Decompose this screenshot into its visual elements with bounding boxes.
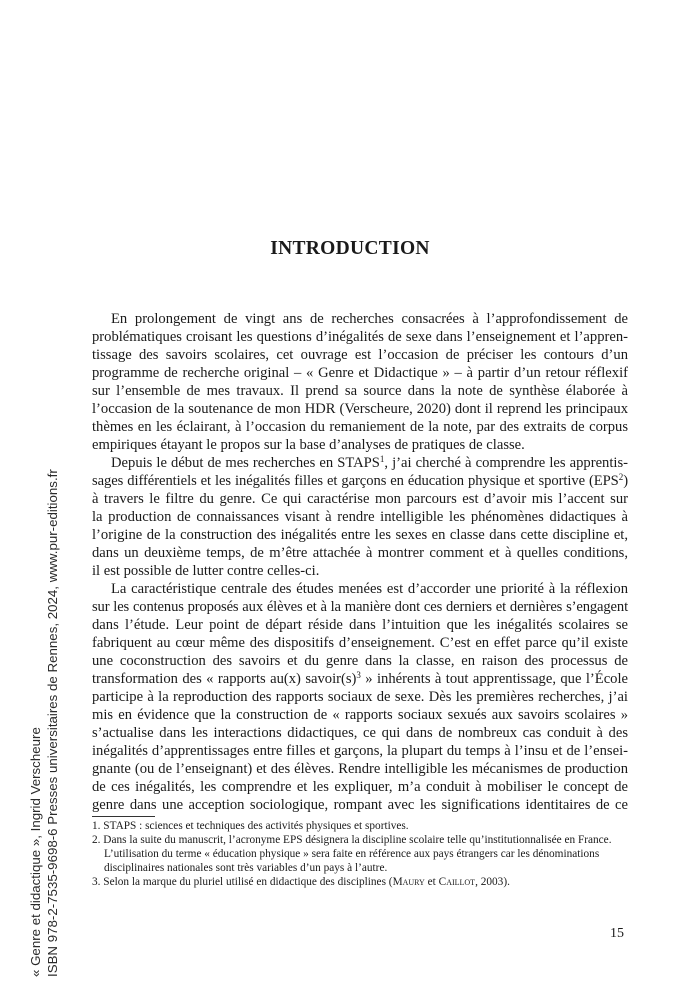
footnote-2-continued: L’utilisation du terme « éducation physique » sera faite en référence aux pays étrangers car les dénominations [104, 848, 600, 860]
paragraph-line: sur les contenus proposés aux élèves et à la manière dont ces derniers et dernières s’engagent [92, 599, 628, 615]
paragraph-line: genre dans une acception sociologique, rompant avec les significations identitaires de ce [92, 797, 628, 813]
body-text [92, 310, 628, 814]
paragraph-line: mis en évidence que la construction de « rapports sociaux sexués aux savoirs scolaires » [92, 707, 628, 723]
side-copyright-note [27, 469, 61, 977]
footnotes [92, 819, 628, 889]
paragraph-line: à travers le filtre du genre. Ce qui caractérise mon parcours est d’avoir mis l’accent sur [92, 491, 628, 507]
paragraph-line: il est possible de lutter contre celles-ci. [92, 563, 320, 579]
paragraph-line: s’actualise dans les interactions didactiques, ce qui dans de nombreux cas conduit à des [92, 725, 628, 741]
footnote-ref: 1 [379, 454, 385, 464]
paragraph-line: fabriquent au cœur même des dispositifs d’enseignement. C’est en effet parce qu’il existe [92, 635, 628, 651]
paragraph-line: tissage des savoirs scolaires, cet ouvrage est l’occasion de préciser les contours d’un [92, 347, 628, 363]
paragraph-line: problématiques croisant les questions d’inégalités de sexe dans l’enseignement et l’appren- [92, 329, 628, 345]
paragraph-line: la production de connaissances visant à rendre intelligible les phénomènes didactiques à [92, 509, 628, 525]
paragraph-line: empiriques étayant le propos sur la base d’analyses de pratiques de classe. [92, 437, 525, 453]
paragraph-line: sur l’ensemble de mes travaux. Il prend sa source dans la note de synthèse élaborée à [92, 383, 628, 399]
citation-author: Maury [392, 876, 425, 888]
footnote-3: 3. Selon la marque du pluriel utilisé en didactique des disciplines (Maury et Caillot, 2003). [92, 876, 510, 888]
page-number: 15 [610, 926, 624, 941]
paragraph-line: de ces inégalités, les comprendre et les expliquer, m’a conduit à mobiliser le concept de [92, 779, 628, 795]
paragraph-line: l’occasion de la soutenance de mon HDR (Verscheure, 2020) dont il reprend les principaux [92, 401, 628, 417]
paragraph-line: thèmes en les éclairant, à l’occasion du remaniement de la note, par des extraits de corpus [92, 419, 628, 435]
side-note-title: « Genre et didactique », Ingrid Verscheure [28, 727, 43, 977]
paragraph-line: gnante (ou de l’enseignant) et des élèves. Rendre intelligible les mécanismes de production [92, 761, 628, 777]
footnote-ref: 3 [356, 670, 361, 680]
paragraph-line: dans un deuxième temps, de m’être attachée à montrer comment et à quelles conditions, [92, 545, 628, 561]
paragraph-line: une coconstruction des savoirs et du genre dans la classe, en raison des processus de [92, 653, 628, 669]
paragraph-line: En prolongement de vingt ans de recherches consacrées à l’approfondissement de [111, 311, 628, 327]
paragraph-line: l’origine de la construction des inégalités entre les sexes en classe dans cette discipline et, [92, 527, 628, 543]
citation-author: Caillot [438, 876, 476, 888]
side-note-isbn: ISBN 978-2-7535-9698-6 Presses universitaires de Rennes, 2024, www.pur-editions.fr [45, 469, 60, 977]
footnote-1: 1. STAPS : sciences et techniques des activités physiques et sportives. [92, 820, 409, 832]
paragraph-line: Depuis le début de mes recherches en STAPS$^1$, j’ai cherché à comprendre les apprentis- [111, 454, 628, 471]
paragraph-line: transformation des « rapports au(x) $savoir(s)^3$ » inhérents à tout apprentissage, que l’École [92, 670, 628, 687]
paragraph-line: participe à la reproduction des rapports sociaux de sexe. Dès les premières recherches, j’ai [92, 689, 628, 705]
paragraph-line: inégalités d’apprentissages entre filles et garçons, la plupart du temps à l’insu et de l’ensei- [92, 743, 628, 759]
paragraph-line: sages différentiels et les inégalités filles et garçons en éducation physique et sportive (EPS$^2$) [92, 472, 628, 489]
paragraph-line: programme de recherche original – « Genre et Didactique » – à partir d’un retour réflexif [92, 365, 628, 381]
footnote-2-continued: disciplinaires nationales sont très variables d’un pays à l’autre. [104, 862, 388, 874]
paragraph-line: La caractéristique centrale des études menées est d’accorder une priorité à la réflexion [111, 581, 628, 597]
chapter-title: INTRODUCTION [270, 238, 430, 259]
footnote-2: 2. Dans la suite du manuscrit, l’acronyme EPS désignera la discipline scolaire telle qu’institutionnalisée en France. [92, 834, 612, 846]
paragraph-line: dans l’étude. Leur point de départ réside dans l’intuition que les inégalités scolaires se [92, 617, 628, 633]
footnote-separator [92, 816, 155, 817]
footnote-ref: 2 [618, 472, 624, 482]
